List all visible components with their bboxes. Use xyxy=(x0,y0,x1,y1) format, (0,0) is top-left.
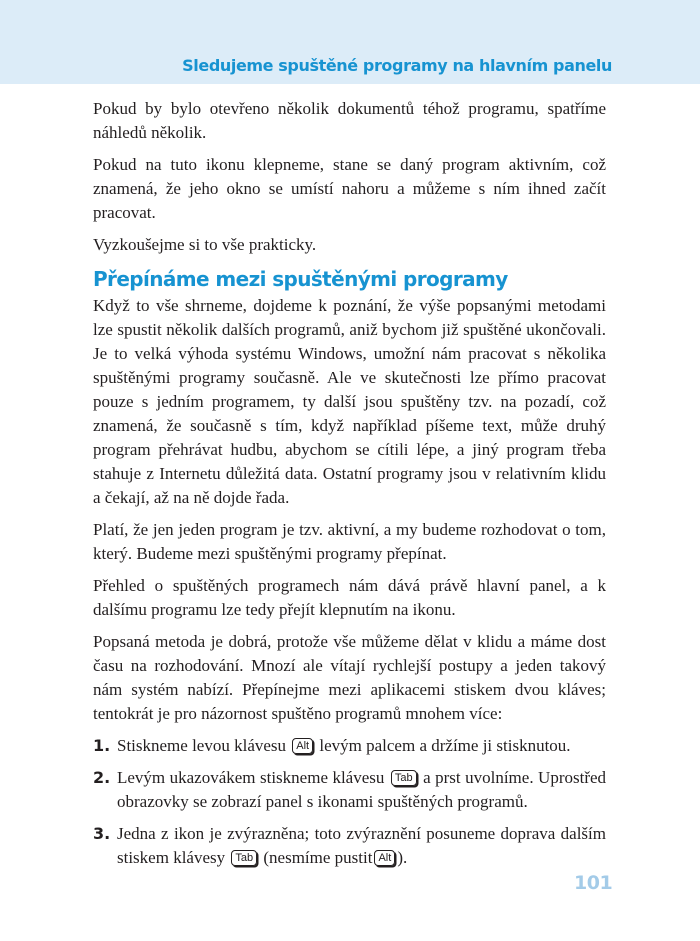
header-band xyxy=(0,0,700,84)
body-paragraph: Popsaná metoda je dobrá, protože vše můžeme dělat v klidu a máme dost času na rozhodování. Mnozí ale vítají rychlejší postupy a jeden takový nám systém nabízí. Přepínejme mezi aplikacemi stiskem dvou kláves; tentokrát je pro názornost spuštěno programů mnohem více: xyxy=(93,632,606,723)
tab-key-icon: Tab xyxy=(391,770,417,786)
body-paragraph: Když to vše shrneme, dojdeme k poznání, že výše popsanými metodami lze spustit několik dalších programů, aniž bychom již spuštěné ukončovali. Je to velká výhoda systému Windows, umožní nám pracovat s několika spuštěnými programy současně. Ale ve skutečnosti lze přímo pracovat pouze s jedním programem, ty další jsou spuštěny tzv. na pozadí, což znamená, že současně s tím, když například píšeme text, může druhý program přehrávat hudbu, abychom se cítili lépe, a jiný program třeba stahuje z Internetu důležitá data. Ostatní programy jsou v relativním klidu a čekají, až na ně dojde řada. xyxy=(93,296,606,507)
step-text: ). xyxy=(397,848,408,867)
step-text: (nesmíme pustit xyxy=(263,848,373,867)
step-text: a prst uvolníme. Uprostřed obrazovky se zobrazí panel s ikonami spuštěných programů. xyxy=(117,768,607,811)
intro-paragraph: Vyzkoušejme si to vše prakticky. xyxy=(93,235,317,254)
step-item xyxy=(93,734,606,758)
body-paragraph: Platí, že jen jeden program je tzv. aktivní, a my budeme rozhodovat o tom, který. Budeme mezi spuštěnými programy přepínat. xyxy=(93,520,606,563)
step-text: levým palcem a držíme ji stisknutou. xyxy=(319,736,571,755)
step-item xyxy=(93,822,606,870)
running-title: Sledujeme spuštěné programy na hlavním panelu xyxy=(182,56,612,75)
intro-paragraph: Pokud by bylo otevřeno několik dokumentů téhož programu, spatříme náhledů několik. xyxy=(93,99,606,142)
page-content xyxy=(93,97,606,878)
section-heading: Přepínáme mezi spuštěnými programy xyxy=(93,267,508,291)
step-number: 1. xyxy=(93,736,111,755)
step-text: Levým ukazovákem stiskneme klávesu xyxy=(117,768,385,787)
steps-list xyxy=(93,734,606,870)
step-text: Stiskneme levou klávesu xyxy=(117,736,287,755)
alt-key-icon: Alt xyxy=(292,738,313,754)
step-number: 3. xyxy=(93,824,111,843)
page-number: 101 xyxy=(574,872,613,894)
intro-paragraph: Pokud na tuto ikonu klepneme, stane se daný program aktivním, což znamená, že jeho okno se umístí nahoru a můžeme s ním ihned začít pracovat. xyxy=(93,155,606,222)
step-text: Jedna z ikon je zvýrazněna; toto zvýraznění posuneme doprava dalším stiskem klávesy xyxy=(117,824,606,867)
alt-key-icon: Alt xyxy=(374,850,395,866)
tab-key-icon: Tab xyxy=(231,850,257,866)
body-paragraph: Přehled o spuštěných programech nám dává právě hlavní panel, a k dalšímu programu lze tedy přejít klepnutím na ikonu. xyxy=(93,576,606,619)
step-number: 2. xyxy=(93,768,111,787)
step-item xyxy=(93,766,606,814)
